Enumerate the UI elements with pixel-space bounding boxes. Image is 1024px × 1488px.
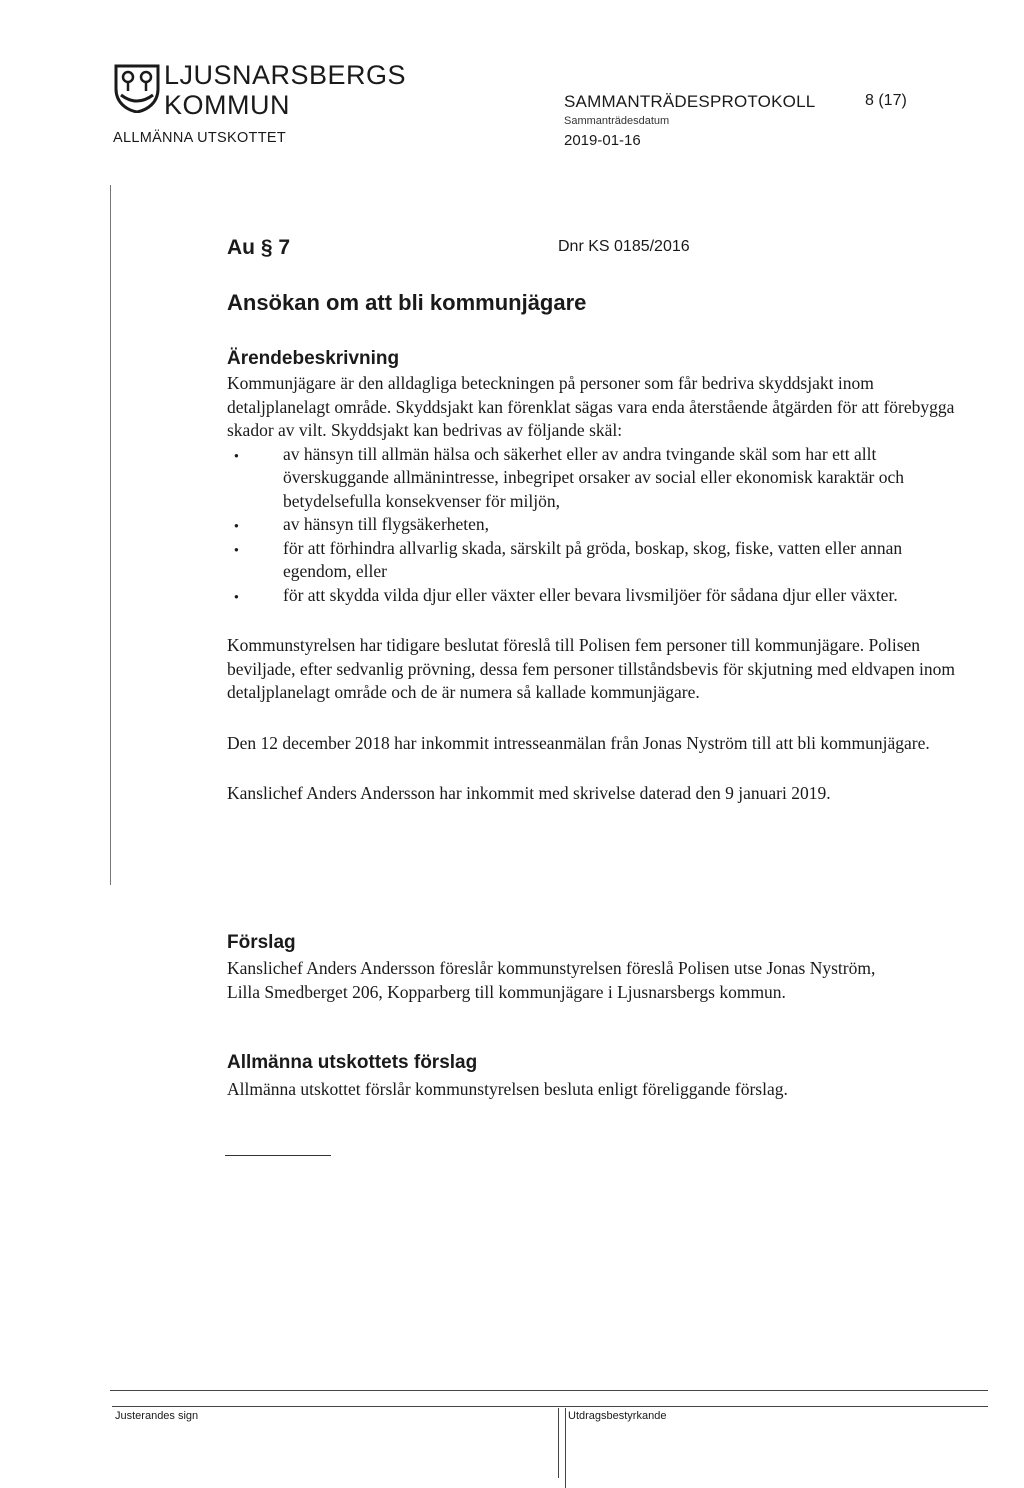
section-heading-forslag: Förslag	[227, 932, 296, 953]
signature-field-utdrag: Utdragsbestyrkande	[568, 1410, 667, 1422]
page-number: 8 (17)	[865, 92, 907, 109]
reasons-list	[227, 443, 957, 608]
org-name-line1: LJUSNARSBERGS	[164, 60, 407, 90]
coat-of-arms-logo	[113, 63, 161, 113]
footer-divider	[565, 1408, 566, 1488]
footer-rule	[110, 1390, 988, 1391]
body-paragraph: Kanslichef Anders Andersson har inkommit med skrivelse daterad den 9 januari 2019.	[227, 783, 831, 803]
au-forslag-text: Allmänna utskottet förslår kommunstyrelsen besluta enligt föreliggande förslag.	[227, 1079, 788, 1099]
end-rule	[225, 1155, 331, 1156]
section-heading-arendebeskrivning: Ärendebeskrivning	[227, 348, 400, 369]
footer-rule	[112, 1406, 988, 1407]
meeting-date: 2019-01-16	[564, 132, 641, 149]
body-paragraph: Den 12 december 2018 har inkommit intresseanmälan från Jonas Nyström till att bli kommunjägare.	[227, 732, 930, 753]
margin-line	[110, 185, 111, 885]
date-label: Sammanträdesdatum	[564, 115, 670, 127]
list-item: ● för att skydda vilda djur eller växter eller bevara livsmiljöer för sådana djur eller växter.	[227, 584, 957, 608]
item-title: Ansökan om att bli kommunjägare	[227, 290, 587, 315]
body-paragraph: Kommunstyrelsen har tidigare beslutat föreslå till Polisen fem personer till kommunjägare. Polisen beviljade, efter sedvanlig prövning, dessa fem personer tillståndsbevis för skjutning med eldvapen inom detaljplanelagt område och de är numera så kallade kommunjägare.	[227, 635, 956, 702]
intro-paragraph: Kommunjägare är den alldagliga beteckningen på personer som får bedriva skyddsjakt inom detaljplanelagt område. Skyddsjakt kan förenklat sägas vara enda återstående åtgärden för att förebygga skador av vilt. Skyddsjakt kan bedrivas av följande skäl:	[227, 373, 955, 440]
case-description	[227, 372, 957, 806]
section-heading-au-forslag: Allmänna utskottets förslag	[227, 1052, 478, 1073]
footer-divider	[558, 1408, 559, 1478]
committee-name: ALLMÄNNA UTSKOTTET	[113, 130, 286, 146]
paragraph-number: Au § 7	[227, 236, 291, 259]
list-item: ● av hänsyn till flygsäkerheten,	[227, 513, 957, 537]
list-item: ● av hänsyn till allmän hälsa och säkerhet eller av andra tvingande skäl som har ett allt överskuggande allmänintresse, inbegripet orsaker av social eller ekonomisk karaktär och betydelsefulla konsekvenser för miljön,	[227, 443, 957, 514]
case-number: Dnr KS 0185/2016	[558, 238, 690, 255]
forslag-text: Kanslichef Anders Andersson föreslår kommunstyrelsen föreslå Polisen utse Jonas Nyström, Lilla Smedberget 206, Kopparberg till kommunjägare i Ljusnarsbergs kommun.	[227, 958, 876, 1002]
list-item: ● för att förhindra allvarlig skada, särskilt på gröda, boskap, skog, fiske, vatten eller annan egendom, eller	[227, 537, 957, 584]
org-name-line2: KOMMUN	[164, 90, 290, 120]
document-type: SAMMANTRÄDESPROTOKOLL	[564, 92, 816, 111]
signature-field-justerandes: Justerandes sign	[115, 1410, 199, 1422]
